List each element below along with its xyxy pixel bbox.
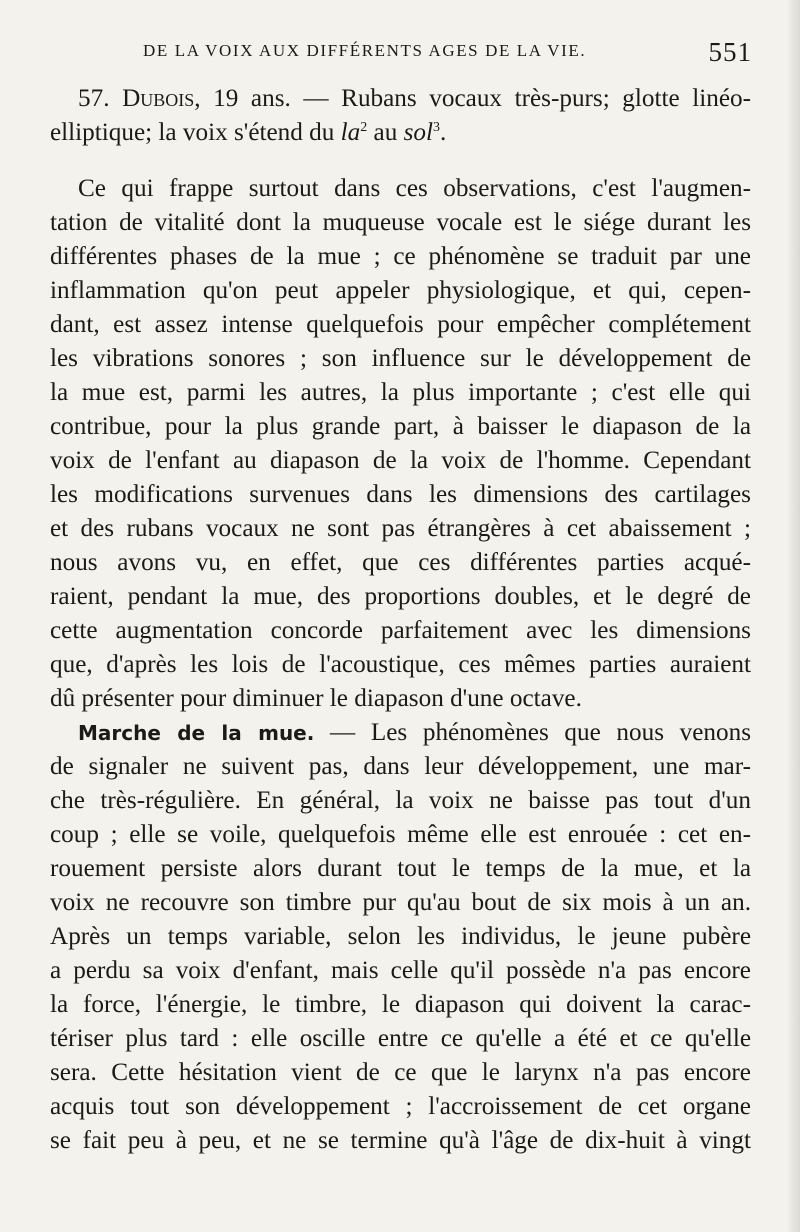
note-low: la — [340, 119, 361, 146]
paragraph-text: — Les phénomènes que nous venons — [314, 719, 751, 746]
observation-number: 57. — [78, 85, 110, 112]
paragraph-line: che très-régulière. En général, la voix ne baisse pas tout d'un — [50, 787, 751, 814]
note-high: sol — [403, 119, 434, 146]
page-body — [50, 82, 751, 1158]
paragraph-line: Ce qui frappe surtout dans ces observations, c'est l'augmen- — [78, 175, 751, 202]
paragraph-line: la force, l'énergie, le timbre, le diapason qui doivent la carac- — [50, 991, 751, 1018]
paragraph-line: nous avons vu, en effet, que ces différentes parties acqué- — [50, 549, 751, 576]
paragraph-line: de signaler ne suivent pas, dans leur développement, une mar- — [50, 753, 751, 780]
paragraph-line: a perdu sa voix d'enfant, mais celle qu'il possède n'a pas encore — [50, 957, 751, 984]
paragraph-line: cette augmentation concorde parfaitement avec les dimensions — [50, 617, 751, 644]
paragraph-line: la mue est, parmi les autres, la plus importante ; c'est elle qui — [50, 379, 751, 406]
paragraph-line: que, d'après les lois de l'acoustique, ces mêmes parties auraient — [50, 651, 751, 678]
paragraph-line: et des rubans vocaux ne sont pas étrangères à cet abaissement ; — [50, 515, 751, 542]
observation-text: 19 ans. — Rubans vocaux très-purs; glotte linéo- — [200, 85, 751, 112]
observation-text: elliptique; la voix s'étend du — [50, 119, 341, 146]
paragraph-line: contribue, pour la plus grande part, à baisser le diapason de la — [50, 413, 751, 440]
page-header — [70, 37, 752, 67]
observation-text: . — [440, 119, 447, 146]
paragraph-line: acquis tout son développement ; l'accroissement de cet organe — [50, 1093, 751, 1120]
observation-line — [50, 82, 751, 116]
paragraph-line: sera. Cette hésitation vient de ce que le larynx n'a pas encore — [50, 1059, 751, 1086]
paragraph-line: tation de vitalité dont la muqueuse vocale est le siége durant les — [50, 209, 751, 236]
note-high-octave: 3 — [433, 120, 441, 135]
observation-text: au — [367, 119, 404, 146]
paragraph-line — [50, 716, 751, 750]
running-head: DE LA VOIX AUX DIFFÉRENTS AGES DE LA VIE. — [143, 41, 587, 60]
paragraph-line: différentes phases de la mue ; ce phénomène se traduit par une — [50, 243, 751, 270]
paragraph-line: voix de l'enfant au diapason de la voix de l'homme. Cependant — [50, 447, 751, 474]
paragraph-line: raient, pendant la mue, des proportions doubles, et le degré de — [50, 583, 751, 610]
page-number: 551 — [708, 37, 752, 67]
paragraph-line: voix ne recouvre son timbre pur qu'au bout de six mois à un an. — [50, 889, 751, 916]
paragraph-gap — [50, 150, 751, 172]
paragraph-line: inflammation qu'on peut appeler physiologique, et qui, cepen- — [50, 277, 751, 304]
observation-line — [50, 116, 751, 150]
paragraph-line: rouement persiste alors durant tout le temps de la mue, et la — [50, 855, 751, 882]
observation-name: Dubois, — [122, 85, 201, 112]
paragraph-line: se fait peu à peu, et ne se termine qu'à l'âge de dix-huit à vingt — [50, 1127, 751, 1154]
paragraph-line: dant, est assez intense quelquefois pour empêcher complétement — [50, 311, 751, 338]
paragraph-line: coup ; elle se voile, quelquefois même elle est enrouée : cet en- — [50, 821, 751, 848]
page-edge-shadow — [786, 0, 800, 1232]
paragraph-line: les vibrations sonores ; son influence sur le développement de — [50, 345, 751, 372]
section-run-in-heading: Marche de la mue. — [78, 721, 315, 745]
paragraph-line: les modifications survenues dans les dimensions des cartilages — [50, 481, 751, 508]
note-low-octave: 2 — [360, 120, 368, 135]
paragraph-line: Après un temps variable, selon les individus, le jeune pubère — [50, 923, 751, 950]
paragraph-line: dû présenter pour diminuer le diapason d'une octave. — [50, 685, 582, 712]
paragraph-line: tériser plus tard : elle oscille entre ce qu'elle a été et ce qu'elle — [50, 1025, 751, 1052]
